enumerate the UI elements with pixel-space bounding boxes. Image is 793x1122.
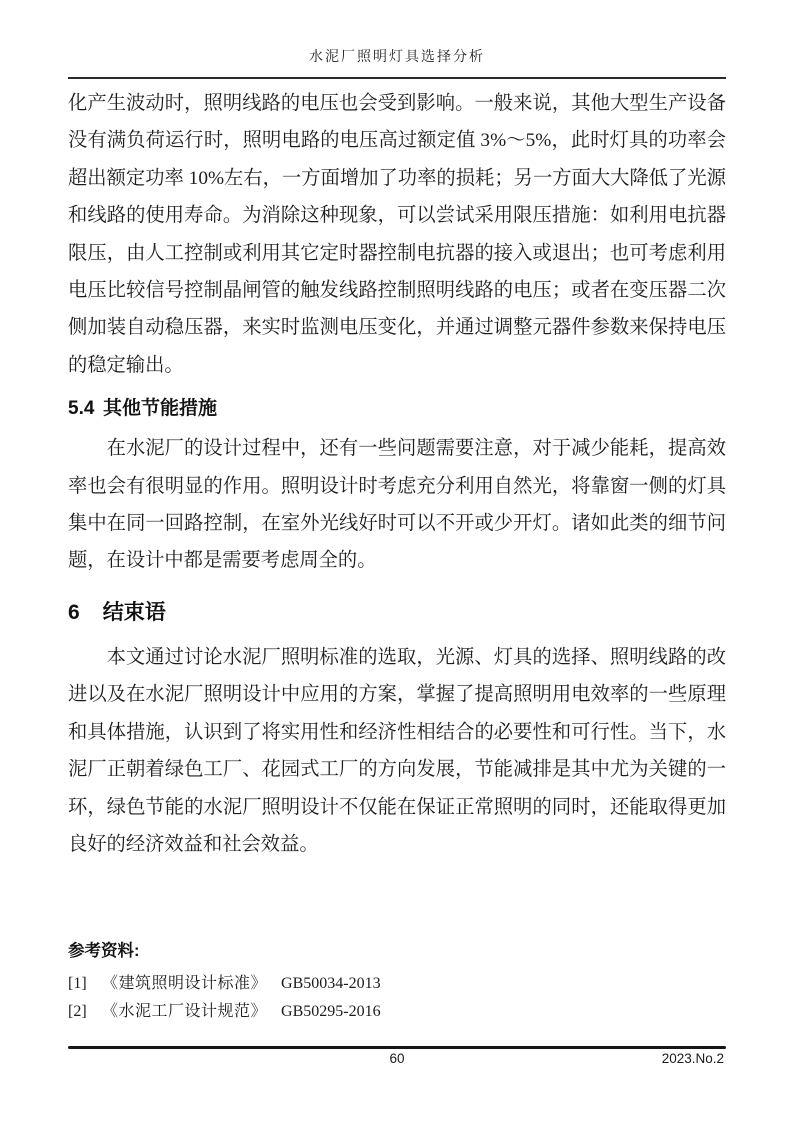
reference-item <box>68 998 726 1026</box>
paragraph-continuation: 化产生波动时，照明线路的电压也会受到影响。一般来说，其他大型生产设备没有满负荷运行时，照明电路的电压高过额定值 3%～5%，此时灯具的功率会超出额定功率 10%左右，一方面增加了功率的损耗；另一方面大大降低了光源和线路的使用寿命。为消除这种现象，可以尝试采用限压措施：如利用电抗器限压，由人工控制或利用其它定时器控制电抗器的接入或退出；也可考虑利用电压比较信号控制晶闸管的触发线路控制照明线路的电压；或者在变压器二次侧加装自动稳压器，来实时监测电压变化，并通过调整元器件参数来保持电压的稳定输出。 <box>68 93 726 376</box>
section-5-4-number: 5.4 <box>68 398 95 420</box>
section-6-number: 6 <box>68 600 80 624</box>
references-section <box>68 937 726 1026</box>
section-5-4-title: 其他节能措施 <box>102 398 217 420</box>
footer-rule <box>68 1046 726 1049</box>
reference-index: [2] <box>68 1003 87 1021</box>
section-5-4-heading <box>68 393 726 420</box>
section-5-4-paragraph: 在水泥厂的设计过程中，还有一些问题需要注意，对于减少能耗，提高效率也会有很明显的作用。照明设计时考虑充分利用自然光，将靠窗一侧的灯具集中在同一回路控制，在室外光线好时可以不开或少开灯。诸如此类的细节问题，在设计中都是需要考虑周全的。 <box>68 438 726 572</box>
reference-item <box>68 970 726 998</box>
reference-title: 《水泥工厂设计规范》 <box>102 1003 268 1021</box>
references-heading: 参考资料: <box>68 942 140 961</box>
reference-title: 《建筑照明设计标准》 <box>102 975 268 993</box>
reference-standard-code: GB50295-2016 <box>281 1003 381 1021</box>
page-footer <box>68 1046 726 1071</box>
section-6-paragraph: 本文通过讨论水泥厂照明标准的选取，光源、灯具的选择、照明线路的改进以及在水泥厂照明设计中应用的方案，掌握了提高照明用电效率的一些原理和具体措施，认识到了将实用性和经济性相结合的必要性和可行性。当下，水泥厂正朝着绿色工厂、花园式工厂的方向发展，节能减排是其中尤为关键的一环，绿色节能的水泥厂照明设计不仅能在保证正常照明的同时，还能取得更加良好的经济效益和社会效益。 <box>68 646 726 855</box>
header-rule <box>68 77 726 79</box>
section-6-title: 结束语 <box>102 600 166 624</box>
issue-label: 2023.No.2 <box>661 1051 724 1066</box>
page-header <box>68 48 726 79</box>
section-6-heading <box>68 596 726 626</box>
reference-index: [1] <box>68 975 87 993</box>
reference-standard-code: GB50034-2013 <box>281 975 381 993</box>
footer-row <box>68 1051 726 1071</box>
page-number: 60 <box>389 1051 405 1066</box>
page-body <box>68 85 726 1026</box>
running-title: 水泥厂照明灯具选择分析 <box>309 50 485 65</box>
